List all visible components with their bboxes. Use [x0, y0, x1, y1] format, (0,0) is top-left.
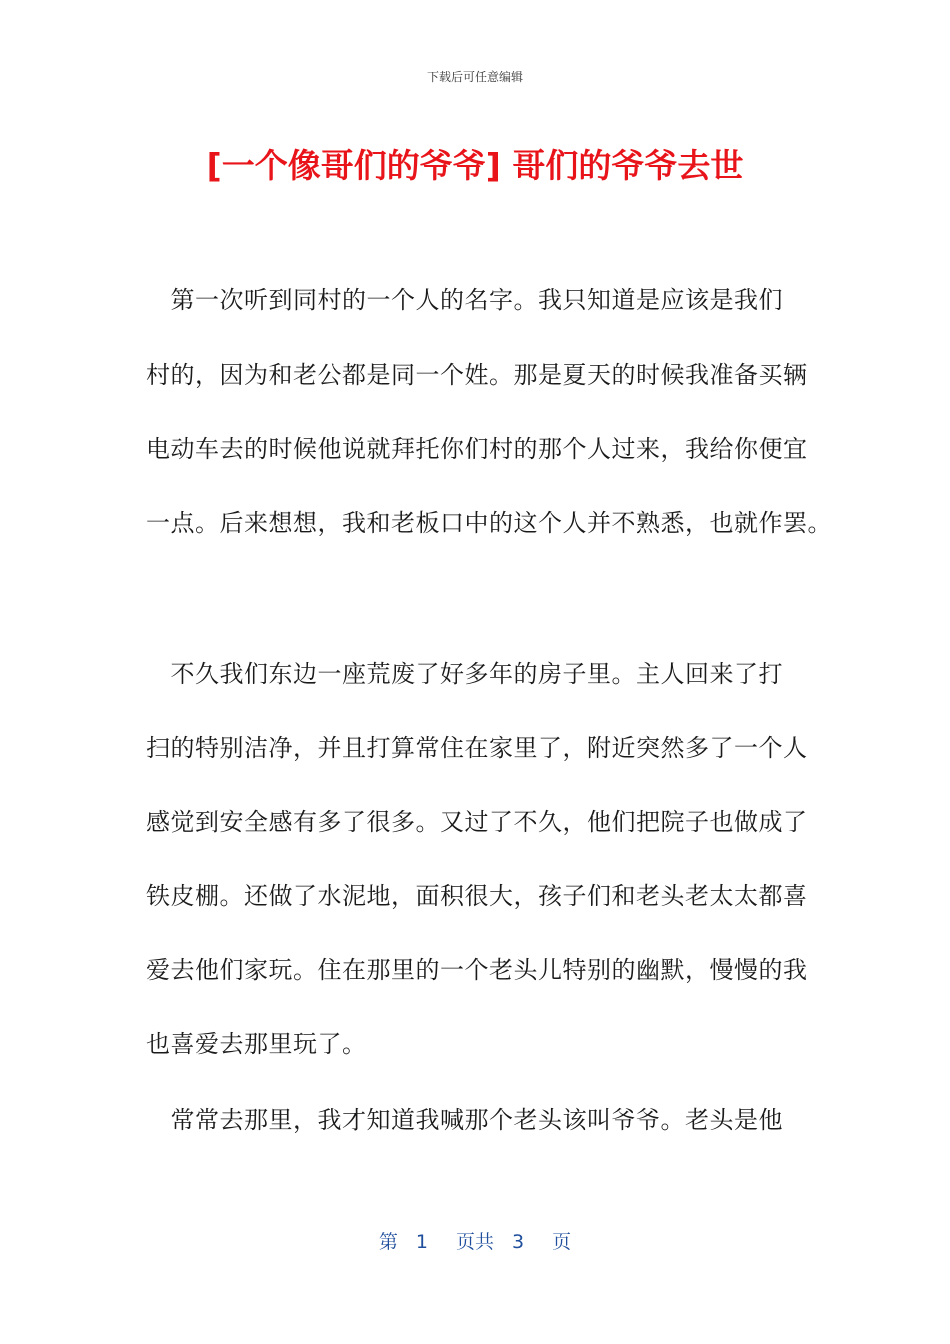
page-footer [0, 1227, 950, 1254]
text-line: 村的，因为和老公都是同一个姓。那是夏天的时候我准备买辆 [146, 361, 808, 389]
current-page: 1 [415, 1231, 428, 1253]
text-line: 扫的特别洁净，并且打算常住在家里了，附近突然多了一个人 [146, 734, 808, 762]
text-line: 感觉到安全感有多了很多。又过了不久，他们把院子也做成了 [146, 808, 808, 836]
text-line: 电动车去的时候他说就拜托你们村的那个人过来，我给你便宜 [146, 435, 808, 463]
page-mid: 页共 [455, 1231, 494, 1253]
text-line: 铁皮棚。还做了水泥地，面积很大，孩子们和老头老太太都喜 [146, 882, 808, 910]
total-pages: 3 [512, 1231, 525, 1253]
text-line: 常常去那里，我才知道我喊那个老头该叫爷爷。老头是他 [146, 1106, 783, 1134]
header-note: 下载后可任意编辑 [426, 70, 523, 84]
text-line: 也喜爱去那里玩了。 [146, 1030, 367, 1058]
text-line: 爱去他们家玩。住在那里的一个老头儿特别的幽默，慢慢的我 [146, 956, 808, 984]
text-line: 一点。后来想想，我和老板口中的这个人并不熟悉，也就作罢。 [146, 509, 832, 537]
text-line: 不久我们东边一座荒废了好多年的房子里。主人回来了打 [146, 660, 783, 688]
page-suffix: 页 [552, 1231, 572, 1253]
page-prefix: 第 [378, 1231, 398, 1253]
document-title: [一个像哥们的爷爷] 哥们的爷爷去世 [206, 146, 744, 185]
text-line: 第一次听到同村的一个人的名字。我只知道是应该是我们 [146, 286, 783, 314]
